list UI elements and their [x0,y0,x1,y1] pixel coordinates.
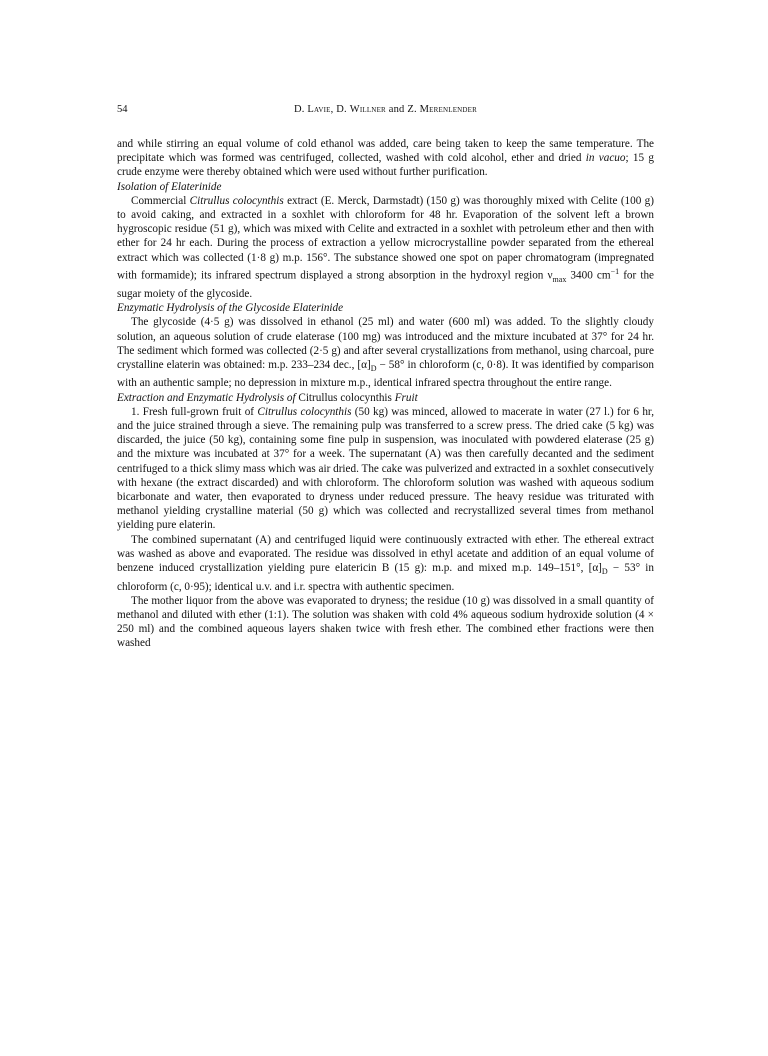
page-number: 54 [117,104,128,115]
extraction-paragraph-1: 1. Fresh full-grown fruit of Citrullus colocynthis (50 kg) was minced, allowed to macerate in water (27 l.) for 6 hr, and the juice strained through a sieve. The remaining pulp was transferred to a screw press. The dried cake (5 kg) was discarded, the juice (50 kg), containing some fine pulp in suspension, was inoculated with powdered elaterase (25 g) and the mixture was incubated at 37° for a week. The supernatant (A) was then carefully decanted and the sediment centrifuged to a thick slimy mass which was air dried. The cake was pulverized and extracted in a soxhlet consecutively with hexane (the extract discarded) and with chloroform. The chloroform solution was washed with aqueous sodium bicarbonate and water, then evaporated to dryness under reduced pressure. The heavy residue was triturated with methanol yielding crystalline material (50 g) which was collected and recrystallized several times from methanol yielding pure elaterin. [117,405,654,532]
author-lavie: Lavie [307,104,331,115]
body-text [117,137,654,651]
isolation-paragraph: Commercial Citrullus colocynthis extract (E. Merck, Darmstadt) (150 g) was thoroughly mixed with Celite (100 g) to avoid caking, and extracted in a soxhlet with chloroform for 48 hr. Evaporation of the solvent left a brown hygroscopic residue (51 g), which was mixed with Celite and extracted in a soxhlet with petroleum ether and then with ether for 24 hr each. During the process of extraction a yellow microcrystalline powder separated from the ethereal extract which was collected (1·8 g) m.p. 156°. The substance showed one spot on paper chromatogram (impregnated with formamide); its infrared spectrum displayed a strong absorption in the hydroxyl region $\nu_{max}$ 3400 $cm^{-1}$ for the sugar moiety of the glycoside. [117,194,655,300]
hydrolysis-paragraph: The glycoside (4·5 g) was dissolved in ethanol (25 ml) and water (600 ml) was added. To the slightly cloudy solution, an aqueous solution of crude elaterase (100 mg) was introduced and the mixture incubated at 37° for 24 hr. The sediment which formed was collected (2·5 g) and after several crystallizations from methanol, using charcoal, pure crystalline elaterin was obtained: m.p. 233–234 dec., $[\alpha]_D - 58^\circ$ in chloroform (c, 0·8). It was identified by comparison with an authentic sample; no depression in mixture m.p., identical infrared spectra throughout the entire range. [117,316,654,390]
section-heading-isolation: Isolation of Elaterinide [117,180,222,193]
author-willner: Willner [349,104,386,115]
extraction-paragraph-3: The mother liquor from the above was evaporated to dryness; the residue (10 g) was dissolved in a small quantity of methanol and diluted with ether (1:1). The solution was shaken with cold 4% aqueous sodium hydroxide solution (4 × 250 ml) and the combined aqueous layers shaken twice with fresh ether. The combined ether fractions were then washed [117,594,654,650]
extraction-paragraph-2: The combined supernatant (A) and centrifuged liquid were continuously extracted with ether. The ethereal extract was washed as above and evaporated. The residue was dissolved in ethyl acetate and addition of an equal volume of benzene induced crystallization yielding pure elatericin B (15 g): m.p. and mixed m.p. 149–151°, $[\alpha]_D - 53^\circ$ in chloroform (c, 0·95); identical u.v. and i.r. spectra with authentic specimen. [117,533,654,593]
intro-paragraph: and while stirring an equal volume of cold ethanol was added, care being taken to keep the same temperature. The precipitate which was formed was centrifuged, collected, washed with cold alcohol, ether and dried in vacuo; 15 g crude enzyme were thereby obtained which were used without further purification. [117,138,654,179]
section-heading-extraction: Extraction and Enzymatic Hydrolysis of Citrullus colocynthis Fruit [117,391,418,404]
section-heading-hydrolysis: Enzymatic Hydrolysis of the Glycoside Elaterinide [117,302,344,315]
author-merenlender: Merenlender [419,104,478,115]
running-authors: D. Lavie, D. Willner and Z. Merenlender [293,104,478,115]
running-header [117,104,654,120]
